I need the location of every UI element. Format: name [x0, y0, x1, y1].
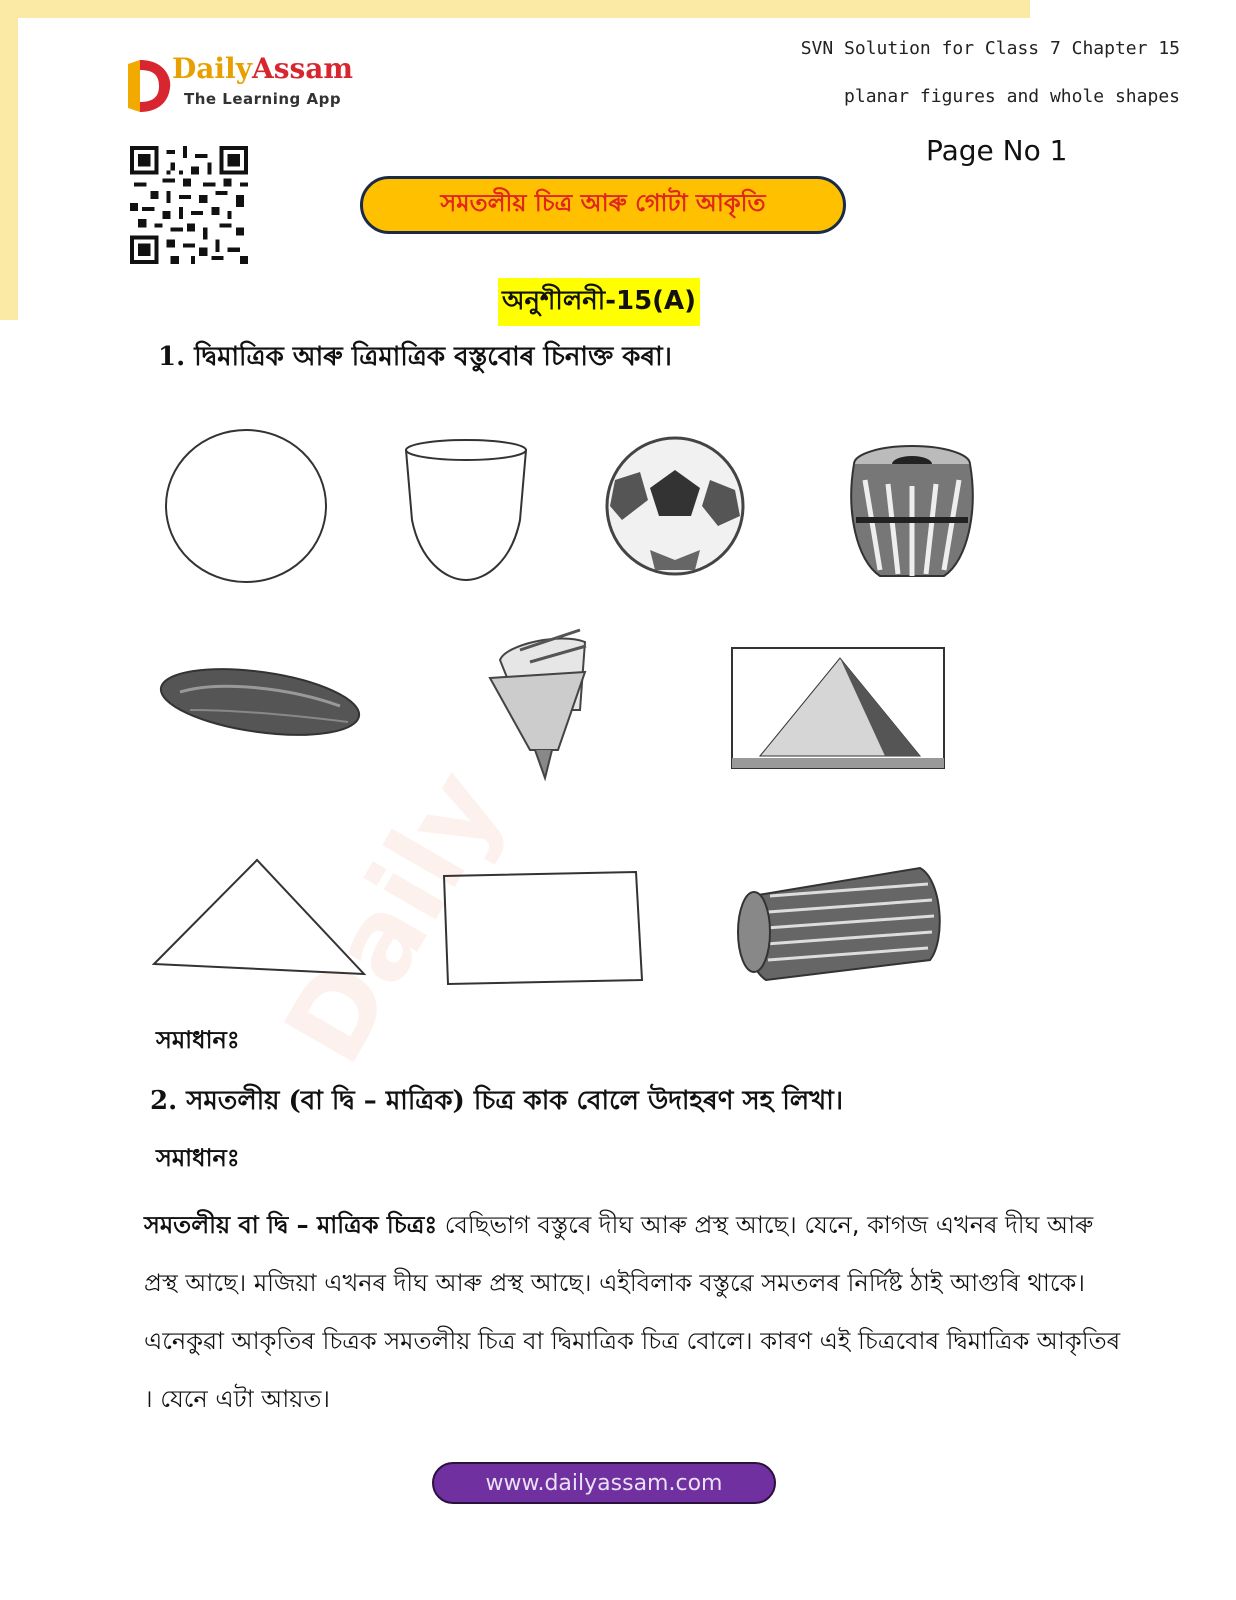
top-decor-band: [0, 0, 1030, 18]
solution-1-label: সমাধানঃ: [156, 1026, 240, 1054]
brand-name: DailyAssam: [172, 52, 353, 85]
qr-code[interactable]: [130, 146, 248, 264]
shape-rectangle: [444, 872, 642, 984]
answer-paragraph: [144, 1196, 1124, 1428]
shape-pyramid-picture: [732, 648, 944, 768]
logo-d-icon: [126, 58, 172, 114]
exercise-label: অনুশীলনী-15(A): [498, 278, 700, 326]
shape-triangle: [154, 860, 364, 974]
chapter-title-banner: সমতলীয় চিত্ৰ আৰু গোটা আকৃতি: [360, 176, 846, 234]
solution-2-label: সমাধানঃ: [156, 1144, 240, 1172]
shape-spinning-top: [490, 630, 586, 778]
answer-heading: সমতলীয় বা দ্বি – মাত্ৰিক চিত্ৰঃ: [144, 1211, 438, 1239]
shape-tabla: [851, 446, 972, 576]
page-number: Page No 1: [926, 134, 1068, 167]
left-decor-tip: [0, 300, 18, 320]
header-class-chapter: SVN Solution for Class 7 Chapter 15: [800, 38, 1180, 59]
shape-circle: [166, 430, 326, 582]
shape-football: [607, 438, 743, 574]
shape-cup: [406, 440, 526, 580]
shape-brinjal: [157, 658, 363, 745]
watermark: Daily: [260, 749, 528, 1084]
shapes-figure: [140, 410, 980, 1000]
shape-dhol: [738, 868, 940, 980]
question-2: 2. সমতলীয় (বা দ্বি – মাত্ৰিক) চিত্ৰ কাক বোলে উদাহৰণ সহ লিখা।: [150, 1086, 844, 1116]
footer-website-link[interactable]: www.dailyassam.com: [432, 1462, 776, 1504]
brand-tagline: The Learning App: [184, 90, 342, 108]
question-1: 1. দ্বিমাত্ৰিক আৰু ত্ৰিমাত্ৰিক বস্তুবোৰ চিনাক্ত কৰা।: [158, 342, 672, 372]
header-chapter-title: planar figures and whole shapes: [844, 86, 1180, 107]
left-decor-band: [0, 0, 18, 320]
top-decor-tip: [980, 0, 1020, 18]
answer-body: বেছিভাগ বস্তুৰে দীঘ আৰু প্ৰস্থ আছে। যেনে, কাগজ এখনৰ দীঘ আৰু প্ৰস্থ আছে। মজিয়া এখনৰ দীঘ আৰু প্ৰস্থ আছে। এইবিলাক বস্তুৱে সমতলৰ নিৰ্দিষ্ট ঠাই আগুৰি থাকে। এনেকুৱা আকৃতিৰ চিত্ৰক সমতলীয় চিত্ৰ বা দ্বিমাত্ৰিক চিত্ৰ বোলে। কাৰণ এই চিত্ৰবোৰ দ্বিমাত্ৰিক আকৃতিৰ । যেনে এটা আয়ত।: [144, 1211, 1121, 1413]
